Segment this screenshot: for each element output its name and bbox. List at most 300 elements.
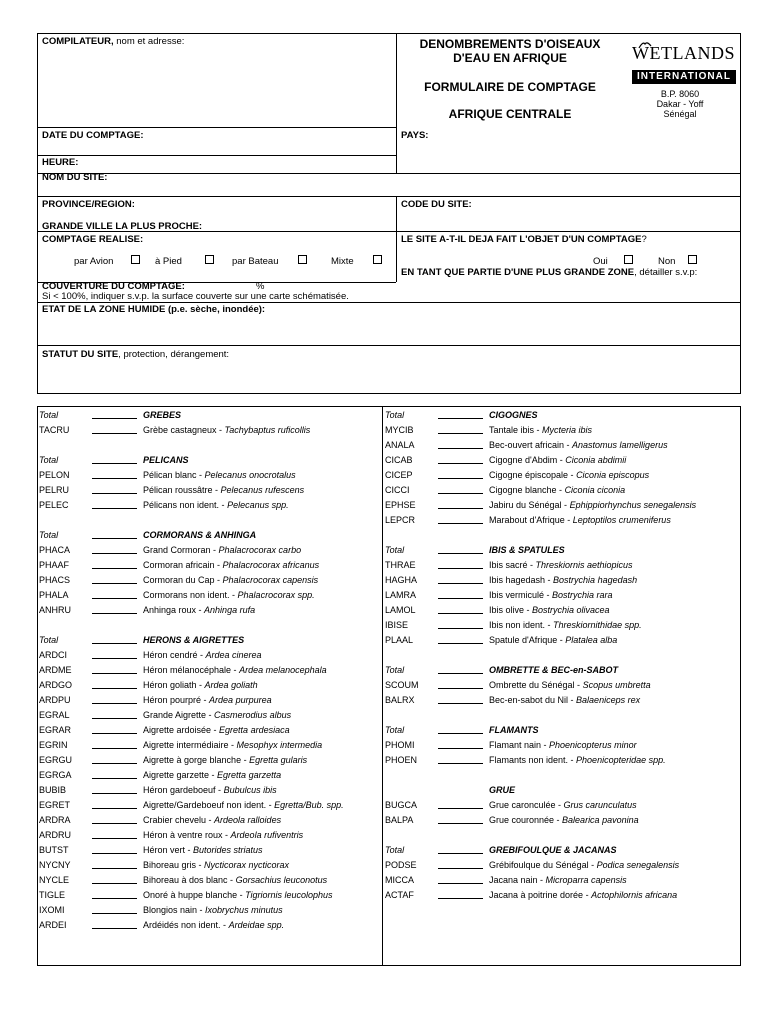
species-code: SCOUM	[385, 680, 419, 690]
scientific-name: Bostrychia olivacea	[532, 605, 610, 615]
species-row	[385, 693, 739, 708]
count-field[interactable]	[438, 438, 483, 449]
scientific-name: Ardeola rufiventris	[230, 830, 304, 840]
species-row	[39, 588, 381, 603]
mixte-checkbox[interactable]	[373, 255, 382, 264]
common-name: Aigrette ardoisée -	[143, 725, 220, 735]
province-label: PROVINCE/REGION:	[42, 199, 135, 210]
species-code: HAGHA	[385, 575, 418, 585]
scientific-name: Leptoptilos crumeniferus	[572, 515, 671, 525]
common-name: CORMORANS & ANHINGA	[143, 530, 257, 540]
common-name: Bihoreau à dos blanc -	[143, 875, 236, 885]
count-field[interactable]	[438, 738, 483, 749]
count-field[interactable]	[438, 723, 483, 734]
scientific-name: Ardea melanocephala	[239, 665, 327, 675]
species-row	[39, 423, 381, 438]
count-field[interactable]	[438, 693, 483, 704]
count-field[interactable]	[438, 618, 483, 629]
oui-label: Oui	[593, 256, 608, 267]
species-code: BUBIB	[39, 785, 67, 795]
count-field[interactable]	[92, 588, 137, 599]
species-name	[489, 738, 637, 753]
species-row	[39, 678, 381, 693]
species-code: EPHSE	[385, 500, 416, 510]
spacer-row	[39, 438, 381, 453]
species-code: ARDCI	[39, 650, 68, 660]
common-name: Bec-ouvert africain -	[489, 440, 573, 450]
species-code: ACTAF	[385, 890, 414, 900]
non-checkbox[interactable]	[688, 255, 697, 264]
species-code: PHACA	[39, 545, 71, 555]
common-name: Flamant nain -	[489, 740, 550, 750]
scientific-name: Podica senegalensis	[596, 860, 680, 870]
species-name	[489, 888, 677, 903]
species-name	[143, 708, 291, 723]
species-name	[489, 693, 640, 708]
count-field[interactable]	[438, 873, 483, 884]
count-field[interactable]	[438, 663, 483, 674]
common-name: Grand Cormoran -	[143, 545, 219, 555]
species-code: ARDGO	[39, 680, 73, 690]
count-field[interactable]	[92, 543, 137, 554]
count-field[interactable]	[438, 633, 483, 644]
count-field[interactable]	[92, 798, 137, 809]
species-name	[489, 633, 617, 648]
common-name: GREBES	[143, 410, 182, 420]
species-name	[143, 468, 296, 483]
count-field[interactable]	[92, 693, 137, 704]
species-name	[489, 573, 637, 588]
species-name	[489, 453, 626, 468]
group-name	[489, 843, 617, 858]
count-field[interactable]	[438, 858, 483, 869]
count-field[interactable]	[92, 498, 137, 509]
count-field[interactable]	[438, 468, 483, 479]
pied-checkbox[interactable]	[205, 255, 214, 264]
common-name: Ombrette du Sénégal -	[489, 680, 583, 690]
species-name	[489, 873, 627, 888]
species-row	[39, 828, 381, 843]
species-code: PHALA	[39, 590, 69, 600]
species-code: IXOMI	[39, 905, 65, 915]
species-row	[39, 783, 381, 798]
species-code: PHOEN	[385, 755, 418, 765]
oui-checkbox[interactable]	[624, 255, 633, 264]
common-name: Cigogne d'Abdim -	[489, 455, 566, 465]
count-field[interactable]	[92, 648, 137, 659]
species-name	[143, 843, 263, 858]
species-code: NYCLE	[39, 875, 70, 885]
count-field[interactable]	[438, 558, 483, 569]
species-code: Total	[39, 410, 59, 420]
divider	[396, 33, 397, 173]
etat-label: ETAT DE LA ZONE HUMIDE (p.e. sèche, inondée):	[42, 304, 266, 315]
species-name	[143, 873, 327, 888]
scientific-name: Casmerodius albus	[214, 710, 292, 720]
count-field[interactable]	[92, 813, 137, 824]
count-field[interactable]	[438, 453, 483, 464]
group-name	[143, 633, 244, 648]
species-code: Total	[39, 455, 59, 465]
count-field[interactable]	[92, 678, 137, 689]
species-name	[143, 813, 281, 828]
species-name	[489, 438, 668, 453]
spacer-row	[39, 618, 381, 633]
species-row	[385, 513, 739, 528]
species-code: EGRAR	[39, 725, 72, 735]
count-field[interactable]	[92, 558, 137, 569]
common-name: Héron pourpré -	[143, 695, 210, 705]
bird-icon	[638, 37, 652, 47]
scientific-name: Egretta gularis	[249, 755, 308, 765]
group-name	[489, 663, 618, 678]
count-field[interactable]	[92, 663, 137, 674]
avion-label: par Avion	[74, 256, 114, 267]
common-name: Pélican blanc -	[143, 470, 205, 480]
partie-label: EN TANT QUE PARTIE D'UNE PLUS GRANDE ZONE, détailler s.v.p:	[401, 267, 698, 278]
species-row	[39, 798, 381, 813]
group-header-row	[39, 408, 381, 423]
species-code: BUGCA	[385, 800, 418, 810]
divider	[37, 345, 741, 346]
species-name	[489, 603, 610, 618]
species-row	[39, 648, 381, 663]
species-row	[39, 843, 381, 858]
group-header-row	[385, 408, 739, 423]
species-code: BALPA	[385, 815, 414, 825]
scientific-name: Actophilornis africana	[591, 890, 678, 900]
scientific-name: Butorides striatus	[193, 845, 263, 855]
scientific-name: Egretta garzetta	[217, 770, 282, 780]
count-field[interactable]	[438, 678, 483, 689]
count-field[interactable]	[92, 738, 137, 749]
count-field[interactable]	[438, 798, 483, 809]
count-field[interactable]	[92, 843, 137, 854]
species-name	[489, 468, 649, 483]
species-name	[489, 678, 651, 693]
species-row	[39, 903, 381, 918]
species-name	[143, 888, 333, 903]
scientific-name: Tachybaptus ruficollis	[224, 425, 311, 435]
species-row	[39, 858, 381, 873]
species-name	[489, 753, 666, 768]
group-name	[489, 408, 538, 423]
species-code: ANHRU	[39, 605, 72, 615]
avion-checkbox[interactable]	[131, 255, 140, 264]
count-field[interactable]	[92, 573, 137, 584]
count-field[interactable]	[92, 768, 137, 779]
common-name: Grue caronculée -	[489, 800, 564, 810]
species-code: EGRGA	[39, 770, 72, 780]
form-title: FORMULAIRE DE COMPTAGE	[424, 80, 596, 94]
count-field[interactable]	[92, 888, 137, 899]
scientific-name: Ardea cinerea	[205, 650, 262, 660]
species-row	[39, 498, 381, 513]
species-code: PHACS	[39, 575, 71, 585]
scientific-name: Ardea goliath	[204, 680, 258, 690]
percent-label: %	[256, 281, 265, 292]
species-code: ARDPU	[39, 695, 71, 705]
site-label: NOM DU SITE:	[42, 172, 108, 183]
species-name	[143, 558, 319, 573]
right-species-column	[385, 406, 739, 961]
common-name: Ibis hagedash -	[489, 575, 554, 585]
divider	[396, 196, 397, 282]
species-row	[39, 888, 381, 903]
common-name: Marabout d'Afrique -	[489, 515, 573, 525]
species-code: THRAE	[385, 560, 416, 570]
common-name: Héron vert -	[143, 845, 194, 855]
wetlands-logo: WETLANDS	[632, 43, 735, 63]
species-row	[385, 858, 739, 873]
group-header-row	[39, 528, 381, 543]
count-field[interactable]	[92, 423, 137, 434]
divider	[37, 173, 741, 174]
scientific-name: Anastomus lamelligerus	[572, 440, 668, 450]
common-name: Héron cendré -	[143, 650, 206, 660]
common-name: Aigrette/Gardeboeuf non ident. -	[143, 800, 275, 810]
group-name	[489, 723, 539, 738]
scientific-name: Ciconia abdimii	[565, 455, 627, 465]
group-header-row	[39, 453, 381, 468]
bateau-checkbox[interactable]	[298, 255, 307, 264]
species-code: CICCI	[385, 485, 410, 495]
species-name	[489, 813, 639, 828]
common-name: Ibis non ident. -	[489, 620, 554, 630]
species-name	[143, 648, 262, 663]
count-field[interactable]	[438, 543, 483, 554]
species-name	[143, 573, 318, 588]
count-field[interactable]	[92, 753, 137, 764]
count-field[interactable]	[438, 573, 483, 584]
scientific-name: Mesophyx intermedia	[236, 740, 323, 750]
ville-label: GRANDE VILLE LA PLUS PROCHE:	[42, 221, 203, 232]
species-name	[143, 783, 277, 798]
common-name: Aigrette garzette -	[143, 770, 218, 780]
common-name: Héron gardeboeuf -	[143, 785, 224, 795]
spacer-row	[385, 528, 739, 543]
species-row	[385, 588, 739, 603]
scientific-name: Phoenicopterus minor	[549, 740, 637, 750]
count-field[interactable]	[438, 753, 483, 764]
species-code: Total	[39, 530, 59, 540]
species-code: ANALA	[385, 440, 415, 450]
count-field[interactable]	[438, 588, 483, 599]
species-code: PELON	[39, 470, 70, 480]
count-field[interactable]	[92, 918, 137, 929]
species-row	[385, 873, 739, 888]
comptage-label: COMPTAGE REALISE:	[42, 234, 144, 245]
species-code: ARDEI	[39, 920, 67, 930]
non-label: Non	[658, 256, 676, 267]
common-name: HERONS & AIGRETTES	[143, 635, 245, 645]
scientific-name: Ixobrychus minutus	[205, 905, 283, 915]
species-name	[143, 663, 327, 678]
group-header-row	[385, 723, 739, 738]
species-code: LAMOL	[385, 605, 416, 615]
divider	[37, 127, 396, 128]
species-name	[143, 498, 289, 513]
species-code: ARDRU	[39, 830, 72, 840]
scientific-name: Nycticorax nycticorax	[204, 860, 290, 870]
scientific-name: Platalea alba	[565, 635, 618, 645]
species-row	[385, 618, 739, 633]
count-field[interactable]	[92, 633, 137, 644]
date-label: DATE DU COMPTAGE:	[42, 130, 144, 141]
common-name: Héron à ventre roux -	[143, 830, 231, 840]
divider	[37, 155, 396, 156]
count-field[interactable]	[92, 603, 137, 614]
species-name	[143, 483, 304, 498]
species-name	[143, 543, 301, 558]
common-name: Ibis vermiculé -	[489, 590, 553, 600]
count-field[interactable]	[438, 603, 483, 614]
count-field[interactable]	[92, 783, 137, 794]
species-code: EGRIN	[39, 740, 68, 750]
common-name: GREBIFOULQUE & JACANAS	[489, 845, 617, 855]
count-field[interactable]	[92, 828, 137, 839]
group-name	[489, 783, 515, 798]
common-name: Flamants non ident. -	[489, 755, 577, 765]
group-header-row	[385, 663, 739, 678]
count-field[interactable]	[438, 498, 483, 509]
species-name	[143, 768, 281, 783]
common-name: Cigogne épiscopale -	[489, 470, 577, 480]
species-code: LEPCR	[385, 515, 416, 525]
scientific-name: Pelecanus spp.	[227, 500, 289, 510]
species-code: TACRU	[39, 425, 70, 435]
species-name	[489, 423, 592, 438]
species-code: Total	[385, 545, 405, 555]
species-code: Total	[385, 665, 405, 675]
count-field[interactable]	[92, 483, 137, 494]
species-row	[39, 753, 381, 768]
species-code: Total	[385, 845, 405, 855]
pays-label: PAYS:	[401, 130, 429, 141]
species-code: ARDME	[39, 665, 72, 675]
species-code: BUTST	[39, 845, 69, 855]
species-name	[143, 828, 303, 843]
scientific-name: Scopus umbretta	[582, 680, 651, 690]
divider	[37, 302, 741, 303]
common-name: Jacana nain -	[489, 875, 546, 885]
species-row	[385, 468, 739, 483]
species-code: PHOMI	[385, 740, 415, 750]
species-name	[143, 903, 283, 918]
scientific-name: Anhinga rufa	[204, 605, 256, 615]
species-row	[39, 738, 381, 753]
species-code: CICAB	[385, 455, 413, 465]
group-name	[143, 408, 181, 423]
species-name	[143, 423, 310, 438]
species-name	[143, 753, 307, 768]
count-field[interactable]	[92, 453, 137, 464]
species-name	[143, 798, 344, 813]
common-name: Aigrette à gorge blanche -	[143, 755, 250, 765]
common-name: CIGOGNES	[489, 410, 538, 420]
scientific-name: Threskiornithidae spp.	[553, 620, 642, 630]
count-field[interactable]	[92, 528, 137, 539]
common-name: Ardéidés non ident. -	[143, 920, 229, 930]
common-name: Cormoran africain -	[143, 560, 223, 570]
common-name: Jacana à poitrine dorée -	[489, 890, 592, 900]
bateau-label: par Bateau	[232, 256, 279, 267]
scientific-name: Ardeola ralloides	[214, 815, 282, 825]
species-name	[143, 588, 315, 603]
count-field[interactable]	[92, 903, 137, 914]
species-code: BALRX	[385, 695, 415, 705]
species-row	[39, 708, 381, 723]
common-name: Onoré à huppe blanche -	[143, 890, 246, 900]
species-row	[385, 453, 739, 468]
species-code: ARDRA	[39, 815, 71, 825]
page-title: DENOMBREMENTS D'OISEAUX D'EAU EN AFRIQUE	[419, 37, 601, 65]
species-name	[489, 513, 671, 528]
species-row	[39, 663, 381, 678]
count-field[interactable]	[92, 468, 137, 479]
count-field[interactable]	[92, 723, 137, 734]
count-field[interactable]	[438, 483, 483, 494]
species-code: PODSE	[385, 860, 417, 870]
count-field[interactable]	[438, 888, 483, 899]
species-code: Total	[385, 725, 405, 735]
scientific-name: Bubulcus ibis	[223, 785, 277, 795]
count-field[interactable]	[438, 813, 483, 824]
species-code: PHAAF	[39, 560, 70, 570]
count-field[interactable]	[438, 408, 483, 419]
spacer-row	[385, 828, 739, 843]
count-field[interactable]	[92, 708, 137, 719]
species-row	[39, 603, 381, 618]
heure-label: HEURE:	[42, 157, 79, 168]
scientific-name: Ardeidae spp.	[228, 920, 285, 930]
spacer-row	[39, 513, 381, 528]
code-site-label: CODE DU SITE:	[401, 199, 472, 210]
common-name: Pélican roussâtre -	[143, 485, 221, 495]
species-row	[385, 888, 739, 903]
scientific-name: Ciconia ciconia	[564, 485, 626, 495]
count-field[interactable]	[438, 843, 483, 854]
deja-label: LE SITE A-T-IL DEJA FAIT L'OBJET D'UN COMPTAGE?	[401, 234, 647, 245]
species-name	[489, 483, 625, 498]
scientific-name: Threskiornis aethiopicus	[535, 560, 633, 570]
common-name: Héron goliath -	[143, 680, 205, 690]
scientific-name: Balaeniceps rex	[576, 695, 641, 705]
common-name: Crabier chevelu -	[143, 815, 215, 825]
group-name	[143, 453, 189, 468]
common-name: Bihoreau gris -	[143, 860, 205, 870]
species-code: PELRU	[39, 485, 70, 495]
count-field[interactable]	[92, 873, 137, 884]
species-row	[385, 573, 739, 588]
compilateur-field[interactable]	[38, 48, 395, 126]
common-name: GRUE	[489, 785, 516, 795]
scientific-name: Phalacrocorax capensis	[222, 575, 319, 585]
species-code: Total	[385, 410, 405, 420]
species-name	[143, 693, 272, 708]
common-name: Grue couronnée -	[489, 815, 563, 825]
spacer-row	[385, 708, 739, 723]
species-row	[385, 438, 739, 453]
group-name	[143, 528, 256, 543]
count-field[interactable]	[92, 408, 137, 419]
count-field[interactable]	[92, 858, 137, 869]
count-field[interactable]	[438, 423, 483, 434]
count-field[interactable]	[438, 513, 483, 524]
spacer-row	[385, 768, 739, 783]
species-name	[143, 918, 284, 933]
common-name: Pélicans non ident. -	[143, 500, 228, 510]
